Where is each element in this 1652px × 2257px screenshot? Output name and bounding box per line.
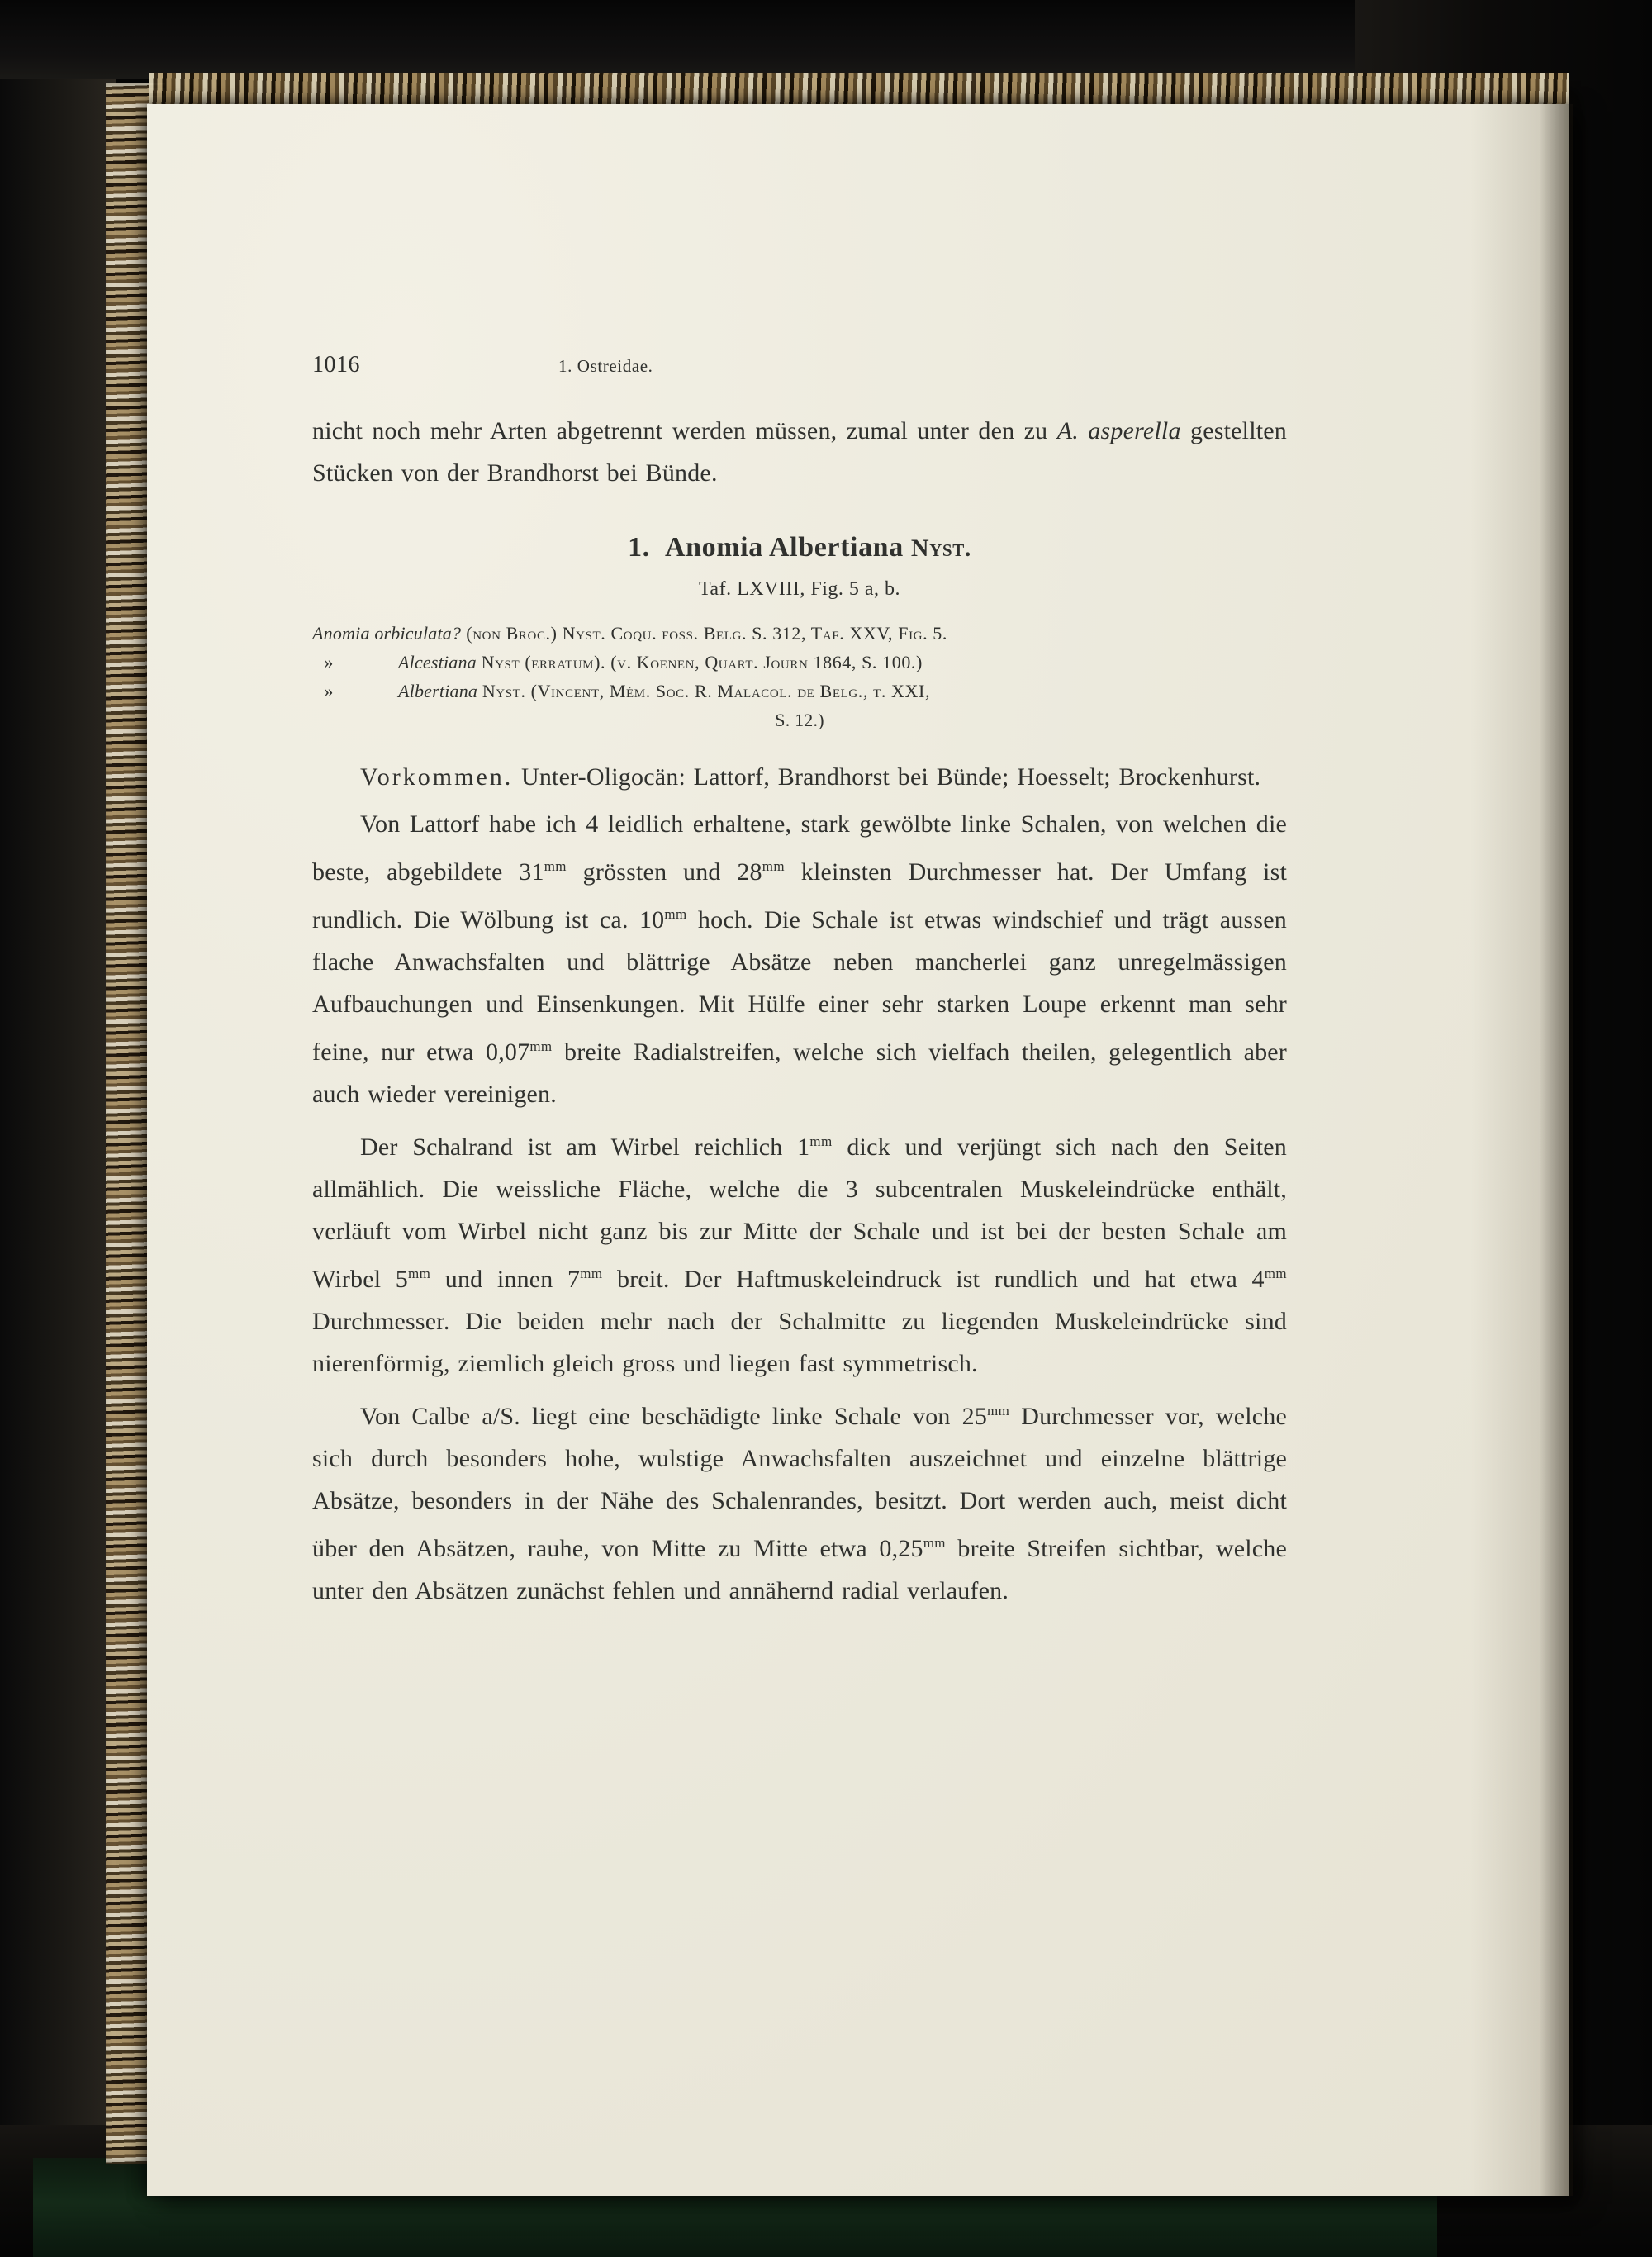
p1-part-a: nicht noch mehr Arten abgetrennt werden müssen, zumal unter den zu — [312, 417, 1057, 444]
paragraph-calbe: Von Calbe a/S. liegt eine beschädigte linke Schale von $25^{mm}$ Durchmesser vor, welche sich durch besonders hohe, wulstige Anwachsfalten auszeichnet und einzelne blättrige Absätze, besonders in der Nähe des Schalenrandes, besitzt. Dort werden auch, meist dicht über den Absätzen, rauhe, von Mitte zu Mitte etwa $0,25^{mm}$ breite Streifen sichtbar, welche unter den Absätzen zunächst fehlen und annähernd radial verlaufen. — [312, 1403, 1288, 1604]
synonymy-entry — [312, 677, 1287, 706]
paragraph-schalrand: Der Schalrand ist am Wirbel reichlich $1^{mm}$ dick und verjüngt sich nach den Seiten allmählich. Die weissliche Fläche, welche die 3 subcentralen Muskeleindrücke enthält, verläuft vom Wirbel nicht ganz bis zur Mitte der Schale und ist bei der besten Schale am Wirbel $5^{mm}$ und innen $7^{mm}$ breit. Der Haftmuskeleindruck ist rundlich und hat etwa $4^{mm}$ Durchmesser. Die beiden mehr nach der Schalmitte zu liegenden Muskeleindrücke sind nierenförmig, ziemlich gleich gross und liegen fast symmetrisch. — [312, 1133, 1287, 1377]
synonymy-continuation: S. 12.) — [775, 710, 824, 730]
species-name: Anomia Albertiana — [664, 532, 904, 563]
synonymy-taxon: Alcestiana — [398, 652, 477, 672]
folio-number: 1016 — [312, 352, 360, 378]
synonymy-entry — [312, 648, 1287, 677]
occurrence-label: Vorkommen. — [360, 763, 514, 791]
synonymy-taxon: Albertiana — [398, 681, 478, 701]
paragraph-lattorf: Von Lattorf habe ich 4 leidlich erhaltene, stark gewölbte linke Schalen, von welchen die beste, abgebildete $31^{mm}$ grössten und $28^{mm}$ kleinsten Durchmesser hat. Der Umfang ist rundlich. Die Wölbung ist ca. $10^{mm}$ hoch. Die Schale ist etwas windschief und trägt aussen flache Anwachsfalten und blättrige Absätze neben mancherlei ganz unregelmässigen Aufbauchungen und Einsenkungen. Mit Hülfe einer sehr starken Loupe erkennt man sehr feine, nur etwa $0,07^{mm}$ breite Radialstreifen, welche sich vielfach theilen, gelegentlich aber auch wieder vereinigen. — [312, 810, 1287, 1108]
synonymy-taxon: Anomia orbiculata? — [312, 623, 462, 644]
synonymy-author: Nyst — [481, 652, 520, 672]
occurrence-paragraph — [312, 756, 1287, 798]
synonymy-entry — [312, 619, 1287, 648]
synonymy-rest: (erratum). (v. Koenen, Quart. Journ 1864, S. 100.) — [520, 652, 923, 672]
synonymy-list — [312, 619, 1287, 734]
synonymy-ditto: » — [324, 681, 334, 701]
synonymy-ditto: » — [324, 652, 334, 672]
plate-reference: Taf. LXVIII, Fig. 5 a, b. — [698, 578, 901, 600]
p1-italic-taxon: A. asperella — [1056, 417, 1181, 444]
synonymy-rest: (non Broc.) Nyst. Coqu. foss. Belg. S. 312, Taf. XXV, Fig. 5. — [461, 623, 947, 644]
synonymy-author: Nyst. — [482, 681, 526, 701]
species-heading — [312, 532, 1287, 563]
dark-surround-left — [0, 0, 116, 2257]
species-author: Nyst. — [910, 535, 971, 562]
p1-part-b: gestellten Stücken von der Brandhorst bei Bünde. — [312, 417, 1287, 487]
book-page — [147, 104, 1569, 2196]
synonymy-rest: (Vincent, Mém. Soc. R. Malacol. de Belg., t. XXI, — [525, 681, 931, 701]
running-head — [312, 352, 1287, 378]
running-head-title: 1. Ostreidae. — [558, 356, 653, 376]
occurrence-text: Unter-Oligocän: Lattorf, Brandhorst bei Bünde; Hoesselt; Brockenhurst. — [513, 763, 1261, 791]
page-gutter-shadow — [1540, 104, 1573, 2196]
page-text-block — [312, 352, 1287, 1617]
paragraph-continuation — [312, 410, 1287, 494]
species-number: 1. — [628, 532, 650, 563]
